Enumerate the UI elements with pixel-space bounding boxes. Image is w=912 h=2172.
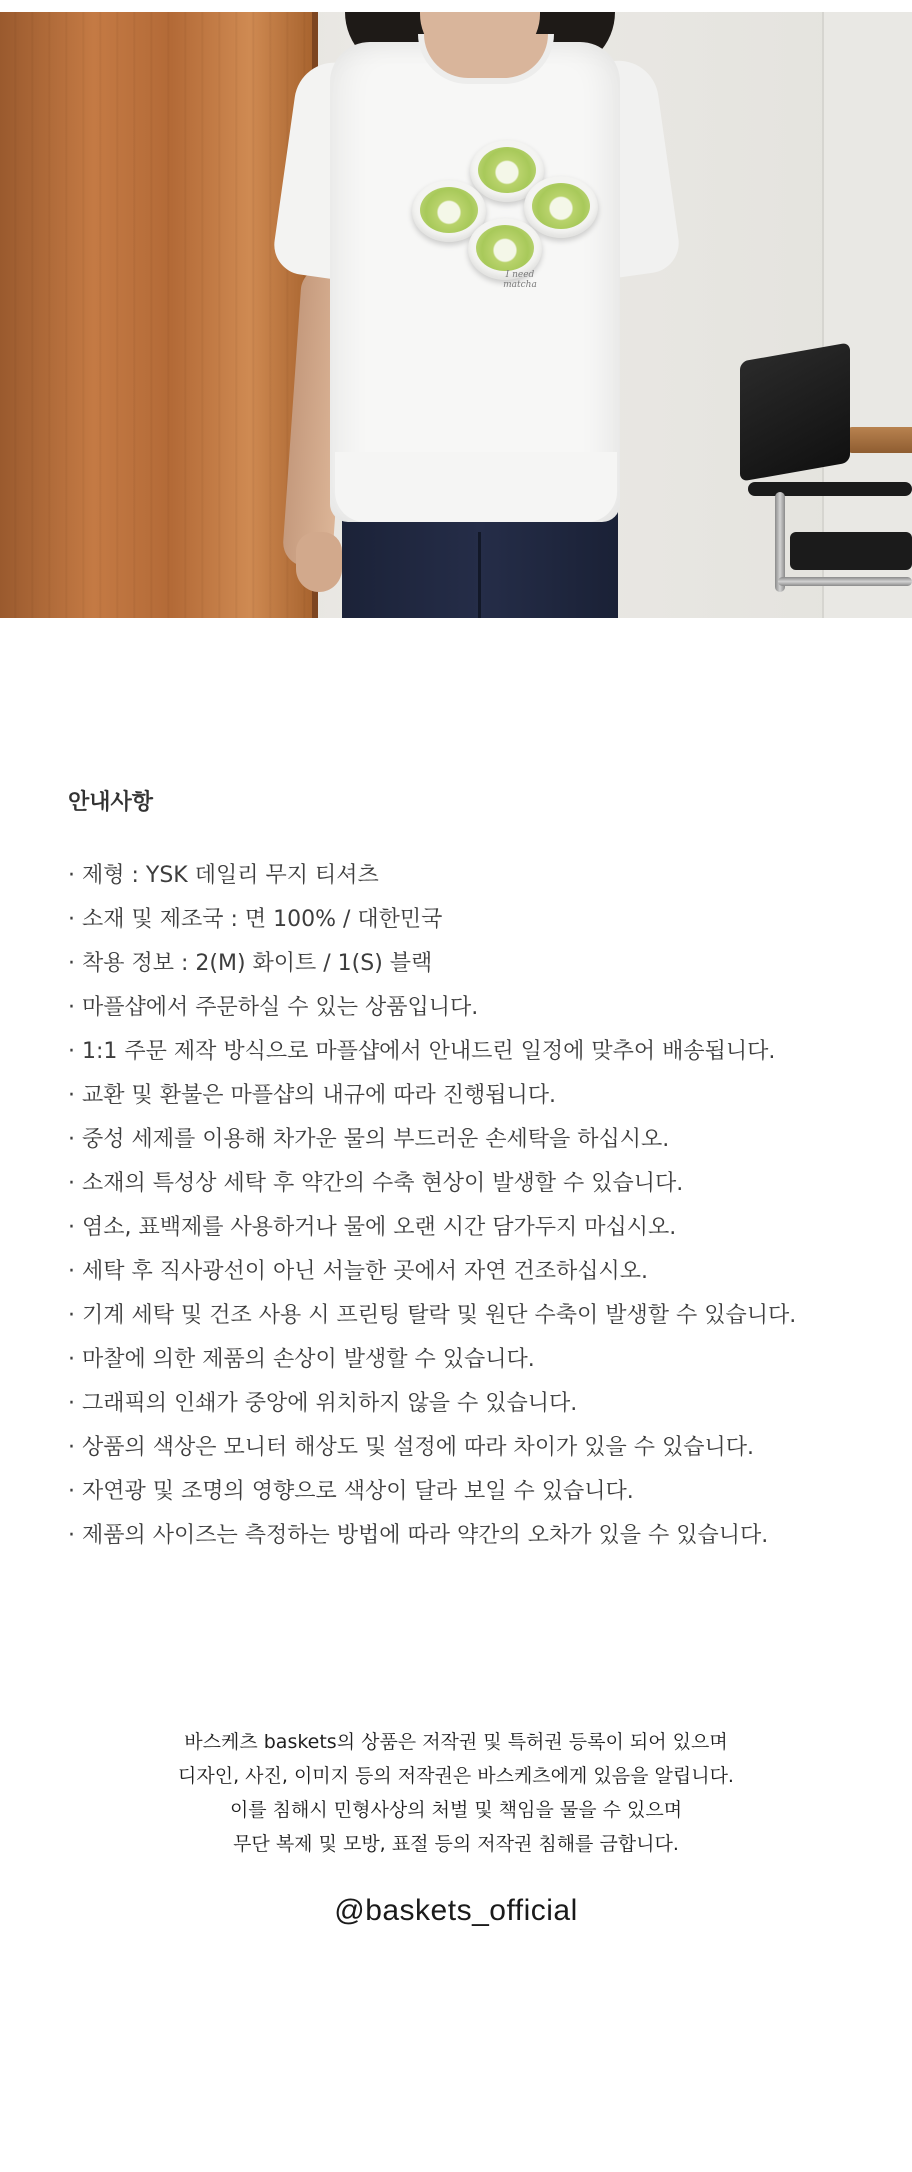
notice-item: · 자연광 및 조명의 영향으로 색상이 달라 보일 수 있습니다. [68, 1479, 634, 1504]
notice-item: · 소재 및 제조국 : 면 100% / 대한민국 [68, 907, 443, 932]
notice-item: · 1:1 주문 제작 방식으로 마플샵에서 안내드린 일정에 맞추어 배송됩니다. [68, 1039, 776, 1064]
photo-wooden-door [0, 12, 312, 618]
copyright-line: 바스케츠 baskets의 상품은 저작권 및 특허권 등록이 되어 있으며 [184, 1731, 728, 1753]
notice-section [68, 788, 868, 1558]
notice-item: · 마찰에 의한 제품의 손상이 발생할 수 있습니다. [68, 1347, 535, 1372]
notice-item: · 상품의 색상은 모니터 해상도 및 설정에 따라 차이가 있을 수 있습니다. [68, 1435, 754, 1460]
photo-model-hand [296, 532, 342, 592]
notice-item: · 착용 정보 : 2(M) 화이트 / 1(S) 블랙 [68, 951, 433, 976]
photo-chair-arm [748, 482, 912, 496]
copyright-section [0, 1725, 912, 1931]
notice-title: 안내사항 [68, 790, 154, 815]
photo-chair-back [740, 342, 850, 481]
copyright-line: 디자인, 사진, 이미지 등의 저작권은 바스케츠에게 있음을 알립니다. [178, 1765, 734, 1787]
photo-wall-panel [822, 12, 912, 618]
photo-tshirt-hem [335, 452, 617, 522]
notice-item: · 중성 세제를 이용해 차가운 물의 부드러운 손세탁을 하십시오. [68, 1127, 670, 1152]
tshirt-graphic [412, 132, 602, 302]
graphic-cup-text: I need matcha [503, 270, 537, 290]
copyright-line: 무단 복제 및 모방, 표절 등의 저작권 침해를 금합니다. [233, 1833, 679, 1855]
photo-table [848, 427, 912, 453]
notice-item: · 염소, 표백제를 사용하거나 물에 오랜 시간 담가두지 마십시오. [68, 1215, 677, 1240]
notice-list [68, 854, 868, 1558]
notice-item: · 교환 및 환불은 마플샵의 내규에 따라 진행됩니다. [68, 1083, 556, 1108]
notice-item: · 세탁 후 직사광선이 아닌 서늘한 곳에서 자연 건조하십시오. [68, 1259, 648, 1284]
photo-pants-seam [478, 532, 481, 618]
notice-item: · 제품의 사이즈는 측정하는 방법에 따라 약간의 오차가 있을 수 있습니다. [68, 1523, 769, 1548]
instagram-handle: @baskets_official [334, 1894, 578, 1927]
matcha-cup-graphic [524, 176, 598, 238]
photo-chair-frame-bottom [778, 577, 912, 586]
notice-item: · 소재의 특성상 세탁 후 약간의 수축 현상이 발생할 수 있습니다. [68, 1171, 684, 1196]
copyright-line: 이를 침해시 민형사상의 처벌 및 책임을 물을 수 있으며 [229, 1799, 683, 1821]
notice-item: · 기계 세탁 및 건조 사용 시 프린팅 탈락 및 원단 수축이 발생할 수 있습니다. [68, 1303, 797, 1328]
product-photo [0, 12, 912, 618]
photo-chair-seat [790, 532, 912, 570]
notice-item: · 제형 : YSK 데일리 무지 티셔츠 [68, 863, 379, 888]
notice-item: · 마플샵에서 주문하실 수 있는 상품입니다. [68, 995, 479, 1020]
notice-item: · 그래픽의 인쇄가 중앙에 위치하지 않을 수 있습니다. [68, 1391, 578, 1416]
